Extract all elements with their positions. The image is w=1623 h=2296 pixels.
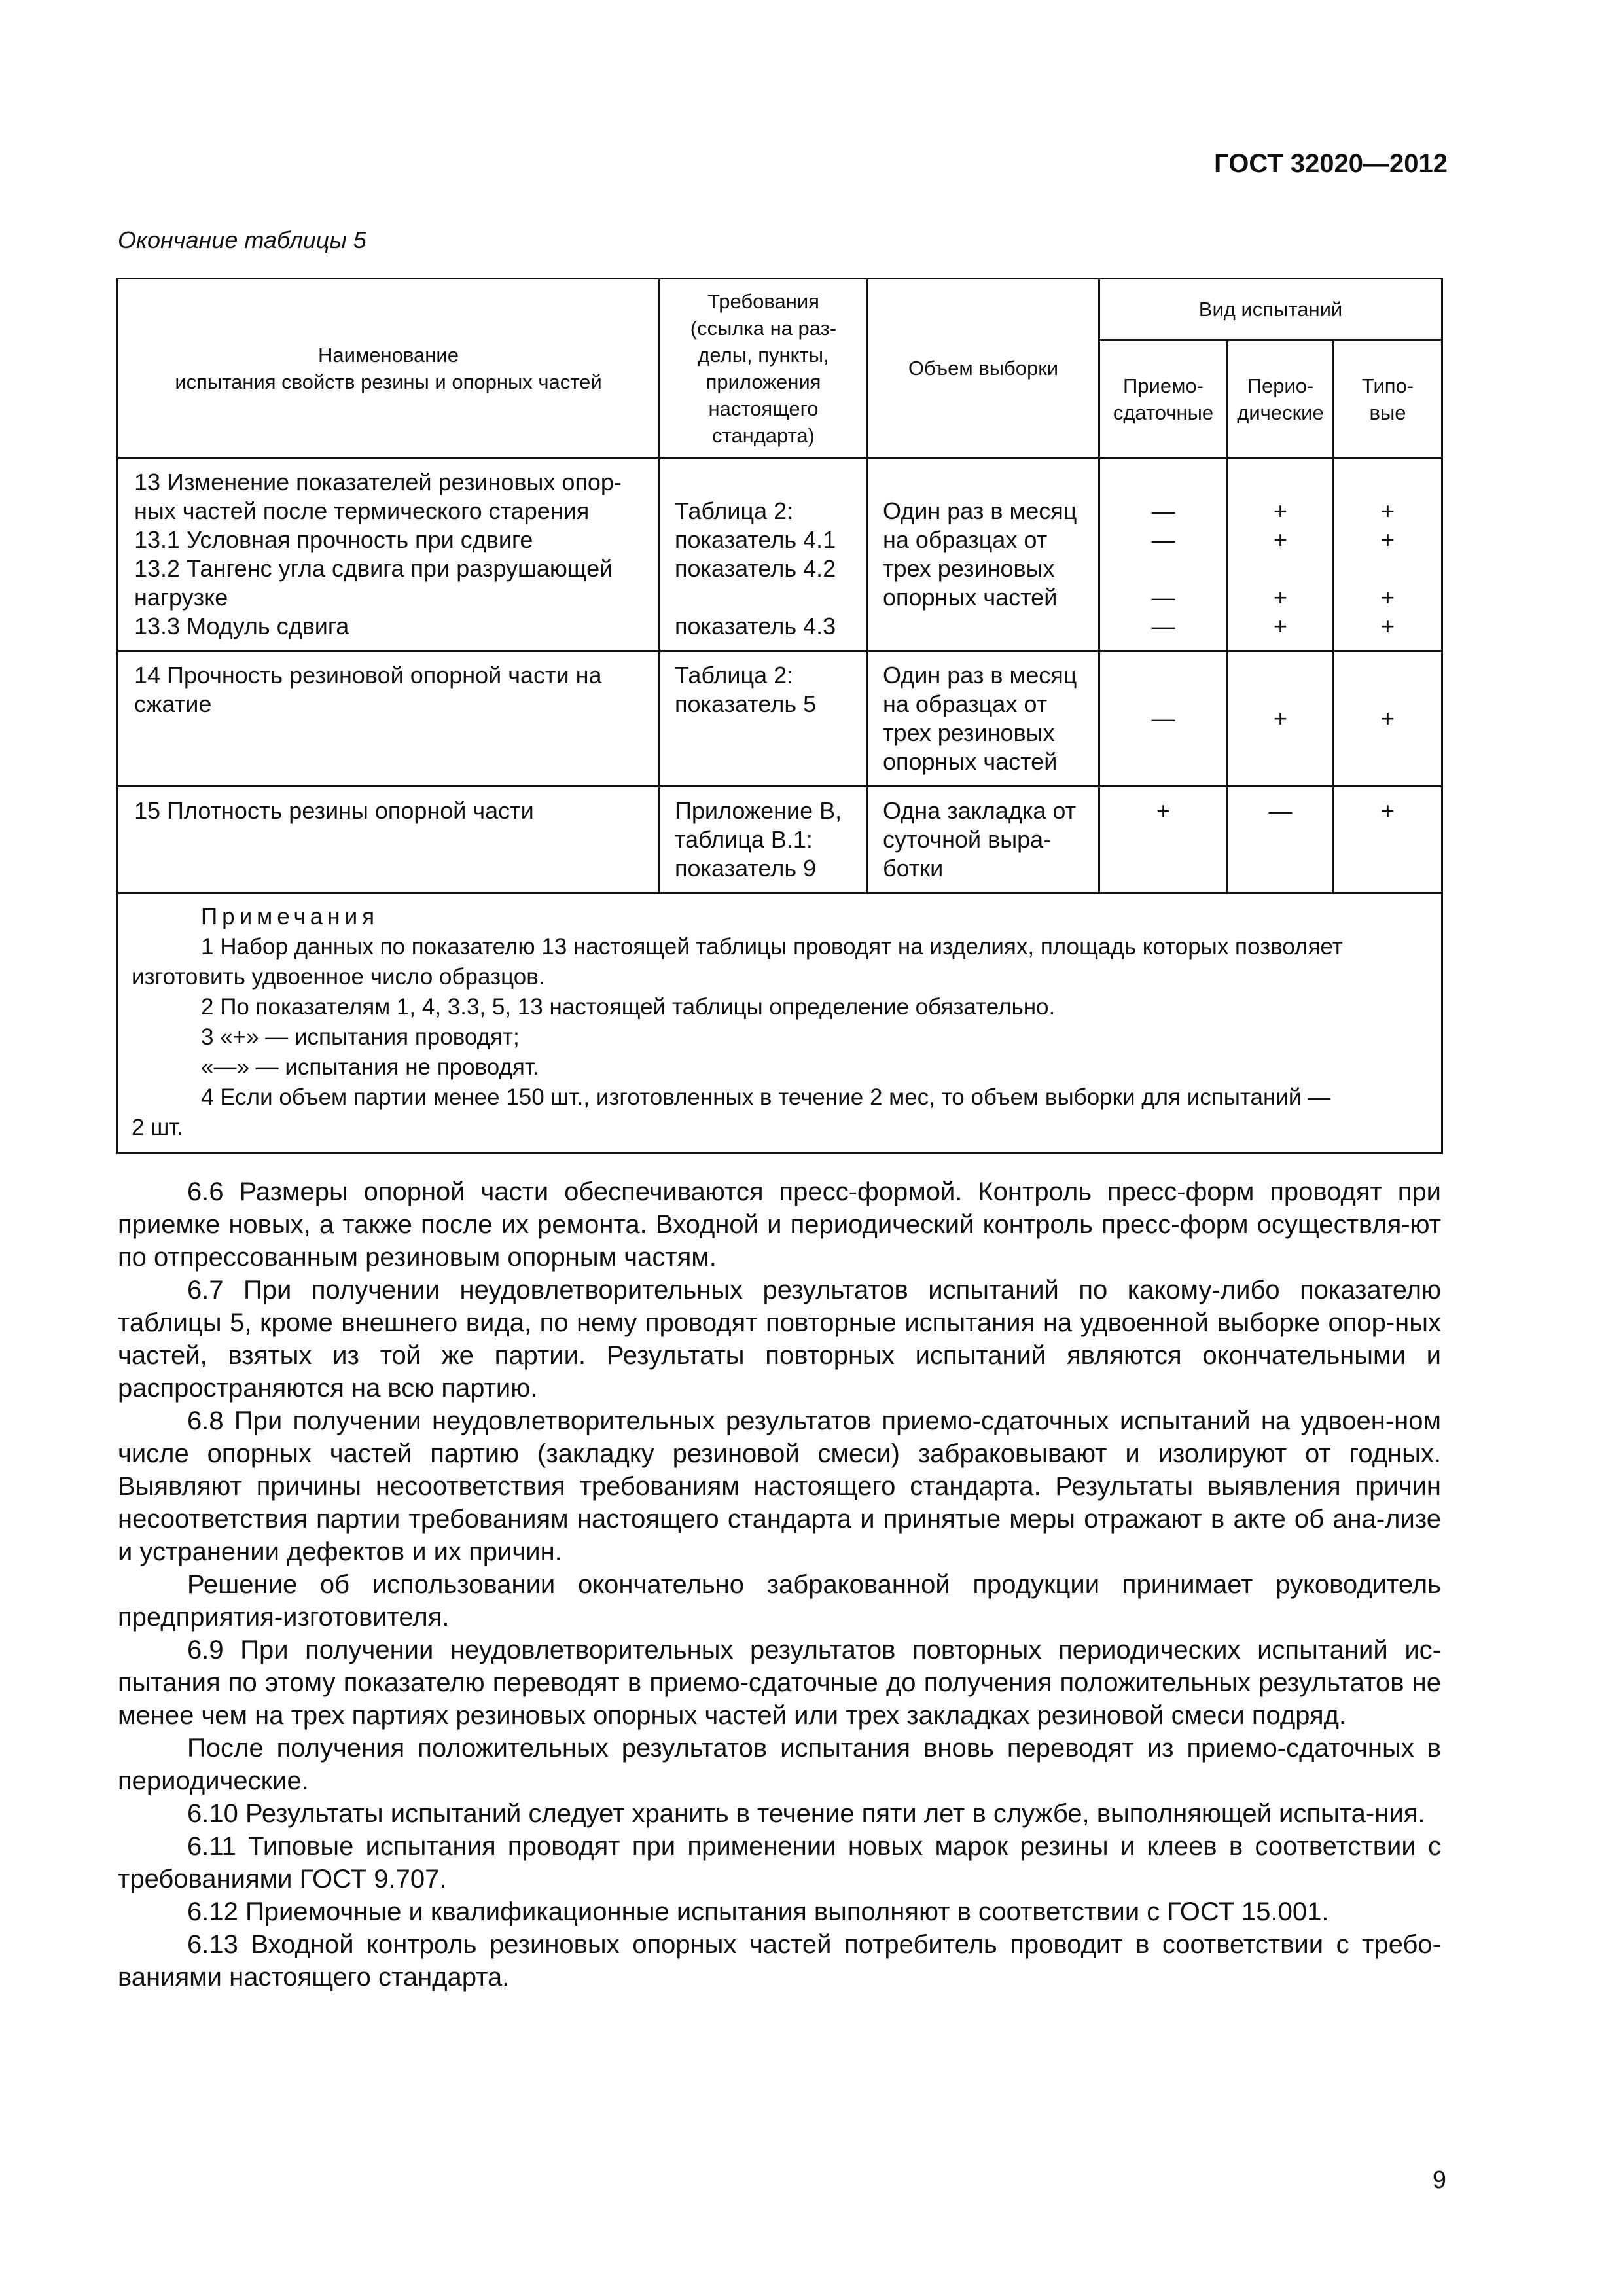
cell-sample-size bbox=[868, 458, 1099, 651]
header-sample-size: Объем выборки bbox=[868, 279, 1099, 458]
table-caption: Окончание таблицы 5 bbox=[118, 226, 366, 253]
header-text: (ссылка на раз- bbox=[690, 316, 837, 340]
header-text: Требования bbox=[707, 289, 819, 313]
header-test-name bbox=[118, 279, 660, 458]
body-text bbox=[118, 1175, 1441, 1994]
page-number: 9 bbox=[1432, 2166, 1446, 2194]
header-text: сдаточные bbox=[1113, 401, 1214, 424]
cell-line: 13 Изменение показателей резиновых опор- bbox=[134, 469, 622, 495]
cell-mark: + bbox=[1273, 497, 1288, 524]
cell-requirements bbox=[660, 651, 868, 787]
cell-line: 13.1 Условная прочность при сдвиге bbox=[134, 526, 533, 553]
cell-mark bbox=[1231, 468, 1330, 497]
cell-sample-size bbox=[868, 651, 1099, 787]
header-text: Приемо- bbox=[1123, 374, 1204, 397]
cell-line: опорных частей bbox=[883, 584, 1058, 611]
cell-mark bbox=[1337, 468, 1438, 497]
cell-line: опорных частей bbox=[883, 748, 1058, 775]
paragraph-6-8-decision: Решение об использовании окончательно забракованной продукции принимает руководитель предприятия-изготовителя. bbox=[118, 1570, 1441, 1632]
cell-line: показатель 4.3 bbox=[675, 613, 836, 639]
cell-line: Один раз в месяц bbox=[883, 497, 1077, 524]
cell-line: Один раз в месяц bbox=[883, 662, 1077, 689]
cell-sample-size bbox=[868, 787, 1099, 893]
cell-line: таблица В.1: bbox=[675, 826, 813, 853]
paragraph-6-9-after: После получения положительных результатов испытания вновь переводят из приемо-сдаточных в периодические. bbox=[118, 1734, 1441, 1795]
cell-mark: — bbox=[1151, 526, 1175, 553]
notes-title: Примечания bbox=[201, 904, 380, 929]
paragraph-6-7: 6.7 При получении неудовлетворительных результатов испытаний по какому-либо показателю таблицы 5, кроме внешнего вида, по нему проводят повторные испытания на удвоенной выборке опор-ных частей, взятых из той же партии. Результаты повторных испытаний являются окончательными и распространяются на всю партию. bbox=[118, 1276, 1441, 1403]
header-requirements bbox=[660, 279, 868, 458]
document-id: ГОСТ 32020—2012 bbox=[1214, 149, 1448, 178]
paragraph-6-11: 6.11 Типовые испытания проводят при применении новых марок резины и клеев в соответствии с требованиями ГОСТ 9.707. bbox=[118, 1832, 1441, 1893]
cell-line: ботки bbox=[883, 855, 944, 882]
paragraph-6-8: 6.8 При получении неудовлетворительных результатов приемо-сдаточных испытаний на удвоен-ном числе опорных частей партию (закладку резиновой смеси) забраковывают и изолируют от годных. Выявляют причины несоответствия требованиям настоящего стандарта. Результаты выявления причин несоответствия партии требованиям настоящего стандарта и принятые меры отражают в акте об ана-лизе и устранении дефектов и их причин. bbox=[118, 1407, 1441, 1566]
cell-line: нагрузке bbox=[134, 584, 228, 611]
cell-line bbox=[675, 468, 852, 497]
cell-line: трех резиновых bbox=[883, 555, 1055, 582]
cell-mark: + bbox=[1381, 584, 1395, 611]
header-text: делы, пункты, bbox=[698, 343, 829, 367]
header-test-type: Вид испытаний bbox=[1099, 279, 1442, 340]
note-1: 1 Набор данных по показателю 13 настоящей таблицы проводят на изделиях, площадь которых позволяет bbox=[201, 934, 1343, 960]
cell-line: показатель 4.1 bbox=[675, 526, 836, 553]
header-text: дические bbox=[1237, 401, 1324, 424]
test-table bbox=[116, 278, 1443, 1154]
cell-line bbox=[883, 468, 1084, 497]
table-row bbox=[118, 787, 1442, 893]
note-1-cont: изготовить удвоенное число образцов. bbox=[132, 964, 545, 990]
cell-line: сжатие bbox=[134, 691, 212, 717]
header-type-tests bbox=[1334, 340, 1442, 458]
header-text: вые bbox=[1369, 401, 1406, 424]
cell-line: показатель 5 bbox=[675, 691, 817, 717]
cell-line: на образцах от bbox=[883, 691, 1048, 717]
cell-type-tests: + bbox=[1334, 651, 1442, 787]
cell-mark: + bbox=[1273, 526, 1288, 553]
header-text: испытания свойств резины и опорных частей bbox=[175, 370, 602, 393]
header-text: приложения bbox=[705, 370, 821, 393]
header-text: Перио- bbox=[1247, 374, 1314, 397]
cell-line: Таблица 2: bbox=[675, 497, 794, 524]
cell-line: Приложение В, bbox=[675, 797, 842, 824]
cell-type-tests bbox=[1334, 458, 1442, 651]
paragraph-6-10: 6.10 Результаты испытаний следует хранить в течение пяти лет в службе, выполняющей испыта-ния. bbox=[187, 1799, 1425, 1828]
cell-line: на образцах от bbox=[883, 526, 1048, 553]
note-4-cont: 2 шт. bbox=[132, 1115, 184, 1140]
cell-line: показатель 9 bbox=[675, 855, 817, 882]
table-notes-row bbox=[118, 893, 1442, 1153]
table-row bbox=[118, 651, 1442, 787]
table-notes bbox=[118, 893, 1442, 1153]
header-text: стандарта) bbox=[711, 423, 815, 447]
cell-line: 15 Плотность резины опорной части bbox=[134, 797, 534, 824]
table-row bbox=[118, 458, 1442, 651]
note-2: 2 По показателям 1, 4, 3.3, 5, 13 настоящей таблицы определение обязательно. bbox=[201, 994, 1056, 1020]
cell-line: 13.2 Тангенс угла сдвига при разрушающей bbox=[134, 555, 613, 582]
paragraph-6-12: 6.12 Приемочные и квалификационные испытания выполняют в соответствии с ГОСТ 15.001. bbox=[187, 1897, 1329, 1926]
cell-mark: + bbox=[1381, 497, 1395, 524]
cell-line: Таблица 2: bbox=[675, 662, 794, 689]
cell-test-name bbox=[118, 458, 660, 651]
table-header-row bbox=[118, 279, 1442, 340]
cell-mark bbox=[1103, 468, 1224, 497]
cell-mark: + bbox=[1273, 613, 1288, 639]
cell-mark: — bbox=[1151, 497, 1175, 524]
paragraph-6-9: 6.9 При получении неудовлетворительных результатов повторных периодических испытаний ис-пытания по этому показателю переводят в приемо-сдаточные до получения положительных результатов не менее чем на трех партиях резиновых опорных частей или трех закладках резиновой смеси подряд. bbox=[118, 1636, 1441, 1730]
cell-test-name bbox=[118, 651, 660, 787]
cell-periodic: + bbox=[1228, 651, 1334, 787]
cell-mark: + bbox=[1381, 526, 1395, 553]
paragraph-6-13: 6.13 Входной контроль резиновых опорных частей потребитель проводит в соответствии с требо-ваниями настоящего стандарта. bbox=[118, 1930, 1441, 1992]
cell-mark bbox=[1103, 554, 1224, 583]
cell-line: трех резиновых bbox=[883, 719, 1055, 746]
cell-mark: + bbox=[1381, 613, 1395, 639]
cell-type-tests: + bbox=[1334, 787, 1442, 893]
cell-line bbox=[675, 583, 852, 612]
note-4: 4 Если объем партии менее 150 шт., изготовленных в течение 2 мес, то объем выборки для испытаний — bbox=[201, 1085, 1331, 1110]
note-3-cont: «—» — испытания не проводят. bbox=[201, 1054, 539, 1080]
header-text: Типо- bbox=[1361, 374, 1414, 397]
cell-acceptance: + bbox=[1099, 787, 1228, 893]
cell-mark: + bbox=[1273, 584, 1288, 611]
cell-mark bbox=[1231, 554, 1330, 583]
header-periodic bbox=[1228, 340, 1334, 458]
cell-requirements bbox=[660, 787, 868, 893]
cell-periodic bbox=[1228, 458, 1334, 651]
cell-mark bbox=[1337, 554, 1438, 583]
cell-mark: — bbox=[1151, 613, 1175, 639]
paragraph-6-6: 6.6 Размеры опорной части обеспечиваются пресс-формой. Контроль пресс-форм проводят при приемке новых, а также после их ремонта. Входной и периодический контроль пресс-форм осуществля-ют по отпрессованным резиновым опорным частям. bbox=[118, 1177, 1441, 1272]
cell-line: 13.3 Модуль сдвига bbox=[134, 613, 349, 639]
header-text: настоящего bbox=[708, 397, 819, 420]
header-acceptance bbox=[1099, 340, 1228, 458]
cell-test-name bbox=[118, 787, 660, 893]
cell-acceptance: — bbox=[1099, 651, 1228, 787]
cell-line: ных частей после термического старения bbox=[134, 497, 590, 524]
cell-periodic: — bbox=[1228, 787, 1334, 893]
cell-line: показатель 4.2 bbox=[675, 555, 836, 582]
cell-line: 14 Прочность резиновой опорной части на bbox=[134, 662, 602, 689]
header-text: Наименование bbox=[318, 343, 459, 367]
cell-line: Одна закладка от bbox=[883, 797, 1077, 824]
note-3: 3 «+» — испытания проводят; bbox=[201, 1024, 520, 1050]
cell-acceptance bbox=[1099, 458, 1228, 651]
cell-mark: — bbox=[1151, 584, 1175, 611]
cell-line: суточной выра- bbox=[883, 826, 1052, 853]
cell-requirements bbox=[660, 458, 868, 651]
